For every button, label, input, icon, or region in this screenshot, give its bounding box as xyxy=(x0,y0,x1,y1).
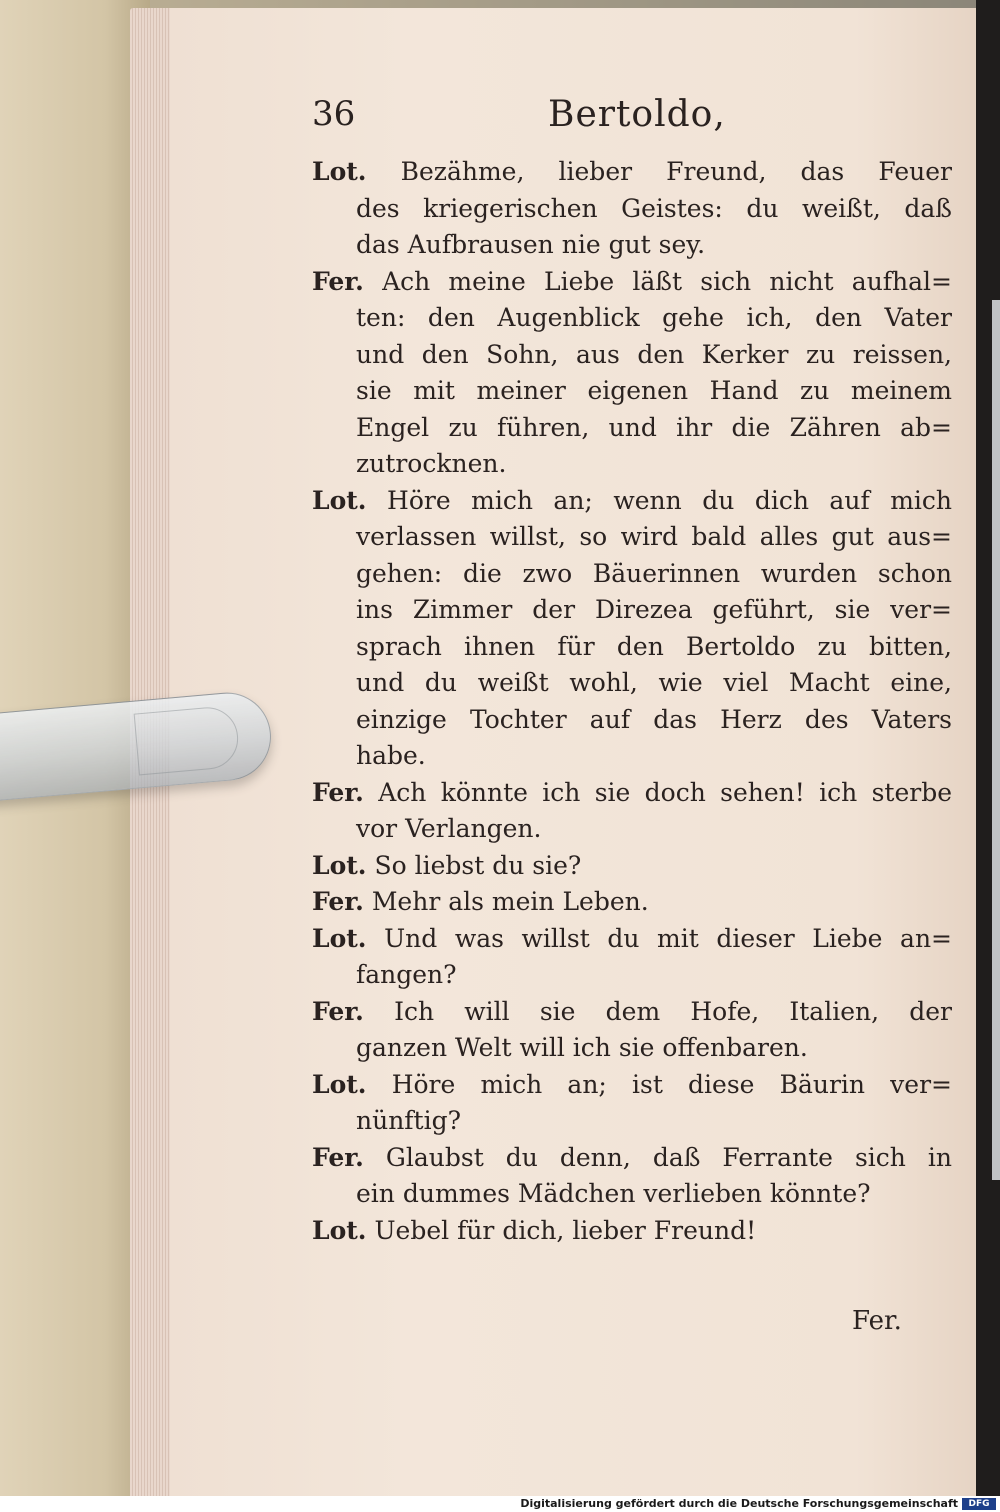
text-line xyxy=(312,1176,952,1213)
text-line xyxy=(312,264,952,301)
speaker-label: Lot. xyxy=(312,923,367,953)
speaker-label: Lot. xyxy=(312,1069,367,1099)
line-text: des kriegerischen Geistes: du weißt, daß xyxy=(356,193,952,223)
speaker-label: Lot. xyxy=(312,157,367,186)
speech-block xyxy=(312,1213,952,1250)
speech-block xyxy=(312,848,952,885)
line-text: habe. xyxy=(356,741,426,770)
line-text: ganzen Welt will ich sie offenbaren. xyxy=(356,1033,808,1062)
line-text: Uebel für dich, lieber Freund! xyxy=(374,1215,757,1245)
line-text: sprach ihnen für den Bertoldo zu bitten, xyxy=(356,631,952,661)
text-line xyxy=(312,337,952,374)
text-line xyxy=(312,556,952,593)
speech-block xyxy=(312,483,952,775)
line-text: Mehr als mein Leben. xyxy=(371,887,649,916)
text-line xyxy=(312,665,952,702)
text-line xyxy=(312,300,952,337)
speaker-label: Lot. xyxy=(312,1215,367,1245)
line-text: Glaubst du denn, daß Ferrante sich in xyxy=(385,1142,952,1172)
line-text: Bezähme, lieber Freund, das Feuer xyxy=(400,157,952,186)
speaker-label: Lot. xyxy=(312,485,367,515)
text-line xyxy=(312,227,952,264)
line-text: Höre mich an; wenn du dich auf mich xyxy=(387,485,952,515)
speech-block xyxy=(312,154,952,264)
speech-block xyxy=(312,921,952,994)
text-line xyxy=(312,848,952,885)
page-text-block xyxy=(312,94,952,1249)
text-line xyxy=(312,702,952,739)
text-line xyxy=(312,1030,952,1067)
text-line xyxy=(312,811,952,848)
line-text: fangen? xyxy=(356,960,457,989)
text-line xyxy=(312,373,952,410)
line-text: und du weißt wohl, wie viel Macht eine, xyxy=(356,668,952,697)
speaker-label: Fer. xyxy=(312,1142,364,1172)
running-title: Bertoldo, xyxy=(548,94,726,135)
text-line xyxy=(312,775,952,812)
line-text: Ich will sie dem Hofe, Italien, der xyxy=(394,996,952,1026)
speech-block xyxy=(312,775,952,848)
catchword: Fer. xyxy=(852,1306,902,1336)
text-line xyxy=(312,629,952,666)
scanner-ruler xyxy=(992,300,1000,1180)
dialogue xyxy=(312,154,952,1249)
line-text: verlassen willst, so wird bald alles gut aus= xyxy=(356,522,952,551)
text-line xyxy=(312,921,952,958)
line-text: nünftig? xyxy=(356,1106,462,1135)
page-number: 36 xyxy=(312,94,356,134)
text-line xyxy=(312,957,952,994)
line-text: sie mit meiner eigenen Hand zu meinem xyxy=(356,376,952,405)
text-line xyxy=(312,1213,952,1250)
line-text: Ach meine Liebe läßt sich nicht aufhal= xyxy=(382,266,952,296)
text-line xyxy=(312,519,952,556)
text-line xyxy=(312,410,952,447)
speaker-label: Lot. xyxy=(312,850,367,880)
speech-block xyxy=(312,884,952,921)
text-line xyxy=(312,483,952,520)
line-text: und den Sohn, aus den Kerker zu reissen, xyxy=(356,339,952,369)
page-header xyxy=(312,94,952,154)
line-text: Ach könnte ich sie doch sehen! ich sterbe xyxy=(378,777,952,807)
text-line xyxy=(312,446,952,483)
line-text: Höre mich an; ist diese Bäurin ver= xyxy=(391,1069,952,1099)
text-line xyxy=(312,994,952,1031)
text-line xyxy=(312,1103,952,1140)
line-text: ins Zimmer der Direzea geführt, sie ver= xyxy=(356,595,952,624)
line-text: das Aufbrausen nie gut sey. xyxy=(356,230,706,259)
text-line xyxy=(312,884,952,921)
speaker-label: Fer. xyxy=(312,777,364,807)
speech-block xyxy=(312,994,952,1067)
speech-block xyxy=(312,1067,952,1140)
speaker-label: Fer. xyxy=(312,887,364,916)
line-text: Und was willst du mit dieser Liebe an= xyxy=(384,923,952,953)
glass-page-weight-tip xyxy=(134,705,241,776)
line-text: ein dummes Mädchen verlieben könnte? xyxy=(356,1179,871,1208)
speech-block xyxy=(312,1140,952,1213)
speaker-label: Fer. xyxy=(312,996,364,1026)
line-text: ten: den Augenblick gehe ich, den Vater xyxy=(356,303,952,332)
line-text: gehen: die zwo Bäuerinnen wurden schon xyxy=(356,558,952,588)
dfg-logo: DFG xyxy=(962,1498,996,1510)
text-line xyxy=(312,592,952,629)
line-text: So liebst du sie? xyxy=(374,850,582,880)
text-line xyxy=(312,191,952,228)
speech-block xyxy=(312,264,952,483)
line-text: zutrocknen. xyxy=(356,449,507,478)
funding-credit: Digitalisierung gefördert durch die Deutsche Forschungsgemeinschaft xyxy=(520,1497,958,1510)
text-line xyxy=(312,738,952,775)
line-text: Engel zu führen, und ihr die Zähren ab= xyxy=(356,412,952,442)
text-line xyxy=(312,1067,952,1104)
text-line xyxy=(312,154,952,191)
line-text: einzige Tochter auf das Herz des Vaters xyxy=(356,704,952,734)
line-text: vor Verlangen. xyxy=(356,814,542,843)
text-line xyxy=(312,1140,952,1177)
speaker-label: Fer. xyxy=(312,266,364,296)
